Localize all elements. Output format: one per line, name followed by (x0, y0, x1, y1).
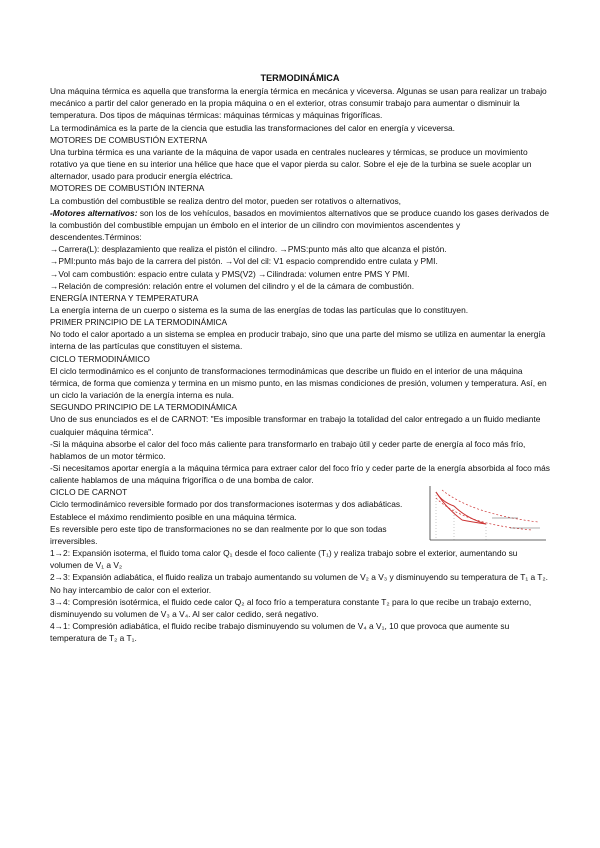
document-page (50, 72, 550, 644)
heading-first-principle: PRIMER PRINCIPIO DE LA TERMODINÁMICA (50, 317, 228, 328)
pv-diagram-isotherm (442, 490, 538, 522)
heading-thermo-cycle: CICLO TERMODINÁMICO (50, 353, 150, 364)
carnot-step: 4→1: Compresión adiabática, el fluido recibe trabajo disminuyendo su volumen de V₄ a V₁, 10 que provoca que aumente su temperatura de T₂ a T₁. (50, 621, 510, 644)
term-line: →PMI:punto más bajo de la carrera del pistón. →Vol del cil: V1 espacio comprendido entre culata y PMI. (50, 256, 438, 267)
second-principle-statement: Uno de sus enunciados es el de CARNOT: "Es imposible transformar en trabajo la totalidad del calor entregado a un fluido mediante cualquier máquina térmica". (50, 414, 541, 437)
term-line: →Vol cam combustión: espacio entre culata y PMS(V2) →Cilindrada: volumen entre PMS Y PMI. (50, 268, 410, 279)
second-principle-fridge: -Si necesitamos aportar energía a la máquina térmica para extraer calor del foco frío y ceder parte de la energía absorbida al foco más caliente hablamos de una máquina frigorífica o de una bomba de calor. (50, 463, 550, 486)
internal-energy-paragraph: La energía interna de un cuerpo o sistema es la suma de las energías de todas las partículas que lo constituyen. (50, 304, 469, 315)
carnot-reversibility: Es reversible pero este tipo de transformaciones no se dan realmente por lo que son todas irreversibles. (50, 523, 387, 546)
carnot-text (50, 486, 420, 547)
heading-second-principle: SEGUNDO PRINCIPIO DE LA TERMODINÁMICA (50, 402, 237, 413)
pv-diagram-isotherm (436, 498, 532, 530)
carnot-step: 2→3: Expansión adiabática, el fluido realiza un trabajo aumentando su volumen de V₂ a V₃ y disminuyendo su temperatura de T₁ a T₂. No hay intercambio de calor con el exterior. (50, 572, 549, 595)
heading-external-combustion: MOTORES DE COMBUSTIÓN EXTERNA (50, 134, 208, 145)
heading-carnot: CICLO DE CARNOT (50, 487, 128, 498)
thermo-cycle-paragraph: El ciclo termodinámico es el conjunto de transformaciones termodinámicas que describe un fluido en el interior de una máquina térmica, de forma que comienza y termina en un mismo punto, en las mismas condiciones de presión, volumen y temperatura. Así, en un ciclo la variación de la energía interna es nula. (50, 365, 547, 401)
carnot-pv-diagram (422, 484, 550, 546)
carnot-definition: Ciclo termodinámico reversible formado por dos transformaciones isotermas y dos adiabáticas. Establece el máximo rendimiento posible en una máquina térmica. (50, 499, 403, 522)
external-combustion-paragraph: Una turbina térmica es una variante de la máquina de vapor usada en centrales nucleares y térmicas, se produce un movimiento rotativo ya que tiene en su interior una hélice que hace que el vapor pierda su calor. Sobre el eje de la turbina se suele acoplar un alternador, usado para producir energía eléctrica. (50, 146, 532, 182)
internal-combustion-paragraph: La combustión del combustible se realiza dentro del motor, pueden ser rotativos o alternativos, (50, 195, 402, 206)
intro-paragraph: Una máquina térmica es aquella que transforma la energía térmica en mecánica y viceversa. Algunas se usan para realizar un trabajo mecánico a partir del calor generado en la propia máquina o en el exterior, otras consumir trabajo para aumentar o disminuir la temperatura. Dos tipos de máquinas térmicas: máquinas térmicas y máquinas frigoríficas. (50, 86, 547, 121)
term-line: →Carrera(L): desplazamiento que realiza el pistón el cilindro. →PMS:punto más alto que alcanza el pistón. (50, 244, 447, 255)
term-line: →Relación de compresión: relación entre el volumen del cilindro y el de la cámara de combustión. (50, 280, 415, 291)
heading-internal-energy: ENERGÍA INTERNA Y TEMPERATURA (50, 292, 199, 303)
document-title: TERMODINÁMICA (260, 73, 340, 83)
carnot-step: 1→2: Expansión isoterma, el fluido toma calor Q₁ desde el foco caliente (T₁) y realiza trabajo sobre el exterior, aumentando su volumen de V₁ a V₂ (50, 548, 518, 571)
alternative-motors-paragraph (50, 207, 550, 243)
carnot-step: 3→4: Compresión isotérmica, el fluido cede calor Q₂ al foco frío a temperatura constante T₂ para lo que recibe un trabajo externo, disminuyendo su volumen de V₃ a V₄. Al ser calor cedido, será negativo. (50, 596, 532, 619)
alternative-motors-label: -Motores alternativos: (50, 207, 138, 218)
alternative-motors-text: son los de los vehículos, basados en movimientos alternativos que se produce cuando los gases derivados de la combustión del combustible empujan un émbolo en el interior de un cilindro con movimientos ascendentes y descendentes.Términos: (50, 207, 550, 243)
heading-internal-combustion: MOTORES DE COMBUSTIÓN INTERNA (50, 183, 205, 194)
first-principle-paragraph: No todo el calor aportado a un sistema se emplea en producir trabajo, sino que una parte del mismo se utiliza en aumentar la energía interna de las partículas que constituyen el sistema. (50, 329, 546, 352)
carnot-section (50, 486, 550, 547)
intro-definition: La termodinámica es la parte de la ciencia que estudia las transformaciones del calor en energía y viceversa. (50, 122, 456, 133)
pv-diagram-curve (436, 492, 462, 520)
second-principle-motor: -Si la máquina absorbe el calor del foco más caliente para transformarlo en trabajo útil y ceder parte de energía al foco más frío, hablamos de un motor térmico. (50, 438, 526, 461)
